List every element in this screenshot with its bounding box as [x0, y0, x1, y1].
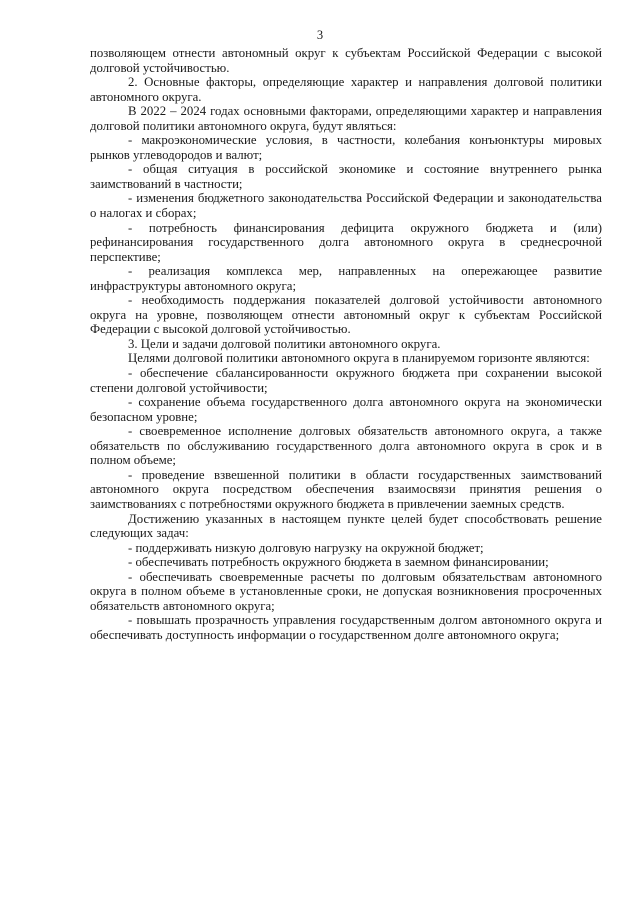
paragraph: Достижению указанных в настоящем пункте целей будет способствовать решение следующих задач: [90, 511, 602, 541]
list-item: - общая ситуация в российской экономике и состояние внутреннего рынка заимствований в частности; [90, 162, 602, 191]
list-item: - повышать прозрачность управления государственным долгом автономного округа и обеспечивать доступность информации о государственном долге автономного округа; [90, 613, 602, 642]
list-item: - необходимость поддержания показателей долговой устойчивости автономного округа на уровне, позволяющем отнести автономный округ к субъектам Российской Федерации с высокой долговой устойчивостью. [90, 293, 602, 337]
list-item: - потребность финансирования дефицита окружного бюджета и (или) рефинансирования государственного долга автономного округа в среднесрочной перспективе; [90, 220, 602, 264]
list-item: - изменения бюджетного законодательства Российской Федерации и законодательства о налогах и сборах; [90, 191, 602, 221]
list-item: - макроэкономические условия, в частности, колебания конъюнктуры мировых рынков углеводородов и валют; [90, 133, 602, 162]
list-item: - реализация комплекса мер, направленных на опережающее развитие инфраструктуры автономного округа; [90, 264, 602, 293]
page-number: 3 [316, 28, 324, 42]
list-item: - обеспечение сбалансированности окружного бюджета при сохранении высокой степени долговой устойчивости; [90, 366, 602, 395]
paragraph: В 2022 – 2024 годах основными факторами, определяющими характер и направления долговой политики автономного округа, будут являться: [90, 104, 602, 133]
document-body [90, 46, 602, 642]
list-item: - поддерживать низкую долговую нагрузку на окружной бюджет; [128, 540, 484, 555]
list-item: - обеспечивать своевременные расчеты по долговым обязательствам автономного округа в полном объеме в установленные сроки, не допуская возникновения просроченных обязательств автономного округа; [90, 569, 602, 613]
list-item: - сохранение объема государственного долга автономного округа на экономически безопасном уровне; [90, 395, 602, 424]
list-item: - обеспечивать потребность окружного бюджета в заемном финансировании; [128, 555, 549, 570]
list-item: - проведение взвешенной политики в области государственных заимствований автономного округа посредством обеспечения взаимосвязи принятия решения о заимствованиях с потребностями окружного бюджета в привлечении заемных средств. [90, 467, 602, 511]
paragraph-continuation: позволяющем отнести автономный округ к субъектам Российской Федерации с высокой долговой устойчивостью. [90, 46, 602, 75]
section-heading-3: 3. Цели и задачи долговой политики автономного округа. [128, 336, 441, 351]
paragraph: Целями долговой политики автономного округа в планируемом горизонте являются: [128, 351, 590, 366]
section-heading-2: 2. Основные факторы, определяющие характер и направления долговой политики автономного округа. [90, 75, 602, 104]
list-item: - своевременное исполнение долговых обязательств автономного округа, а также обязательств по обслуживанию государственного долга автономного округа в срок и в полном объеме; [90, 424, 602, 468]
